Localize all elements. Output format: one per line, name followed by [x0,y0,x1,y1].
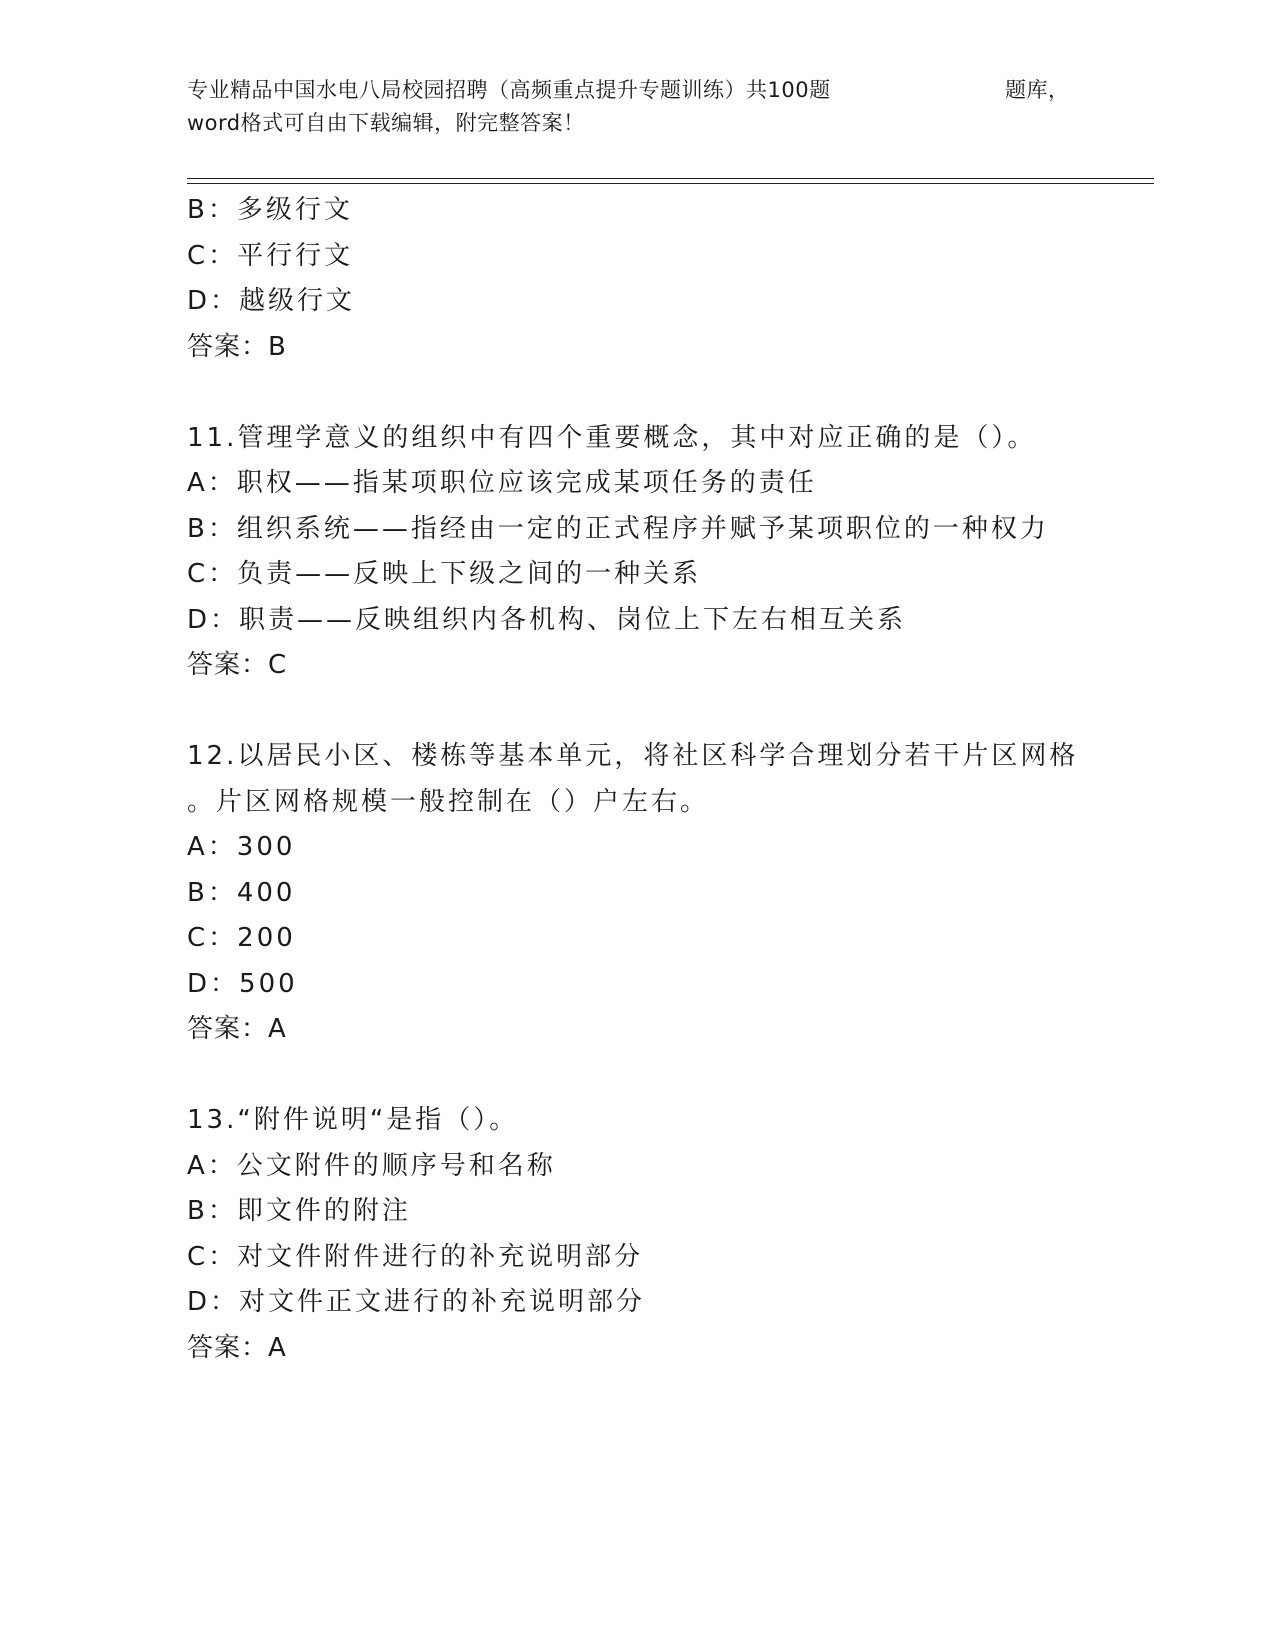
page-header [187,74,1087,140]
question-13 [187,1098,1087,1371]
header-line-2: word格式可自由下载编辑，附完整答案！ [187,111,585,135]
question-12-answer: 答案：A [187,1014,287,1044]
question-13-option-b: B：即文件的附注 [187,1196,411,1226]
spacer [187,370,1087,416]
header-divider-bottom [187,183,1154,184]
spacer [187,1053,1087,1099]
question-list [187,188,1087,1371]
question-11-stem: 11.管理学意义的组织中有四个重要概念，其中对应正确的是（）。 [187,422,1037,453]
question-13-answer: 答案：A [187,1332,287,1363]
question-11-option-c: C：负责——反映上下级之间的一种关系 [187,559,702,589]
question-12-option-d: D：500 [187,968,298,999]
question-13-stem: 13.“附件说明“是指（）。 [187,1105,519,1135]
question-13-option-d: D：对文件正文进行的补充说明部分 [187,1287,646,1317]
question-10-option-c: C：平行行文 [187,240,354,271]
question-10-option-b: B：多级行文 [187,195,353,225]
question-10-answer: 答案：B [187,331,287,362]
question-11-answer: 答案：C [187,650,288,680]
question-12-option-c: C：200 [187,923,296,953]
header-title-suffix: 题库， [1005,78,1070,102]
header-divider-top [187,178,1154,179]
header-line-1 [187,74,1087,107]
question-12 [187,734,1087,1053]
spacer [187,689,1087,735]
header-title: 专业精品中国水电八局校园招聘（高频重点提升专题训练）共100题 [187,78,831,102]
question-10-option-d: D：越级行文 [187,286,356,316]
question-12-stem-continued: 。片区网格规模一般控制在（）户左右。 [187,786,710,817]
question-10 [187,188,1087,370]
question-12-option-a: A：300 [187,832,296,862]
question-11-option-b: B：组织系统——指经由一定的正式程序并赋予某项职位的一种权力 [187,513,1049,544]
question-11-option-d: D：职责——反映组织内各机构、岗位上下左右相互关系 [187,604,907,635]
question-13-option-c: C：对文件附件进行的补充说明部分 [187,1241,644,1272]
question-13-option-a: A：公文附件的顺序号和名称 [187,1150,556,1181]
question-12-stem: 12.以居民小区、楼栋等基本单元，将社区科学合理划分若干片区网格 [187,741,1079,771]
question-11 [187,416,1087,689]
question-12-option-b: B：400 [187,877,296,908]
question-11-option-a: A：职权——指某项职位应该完成某项任务的责任 [187,468,817,498]
